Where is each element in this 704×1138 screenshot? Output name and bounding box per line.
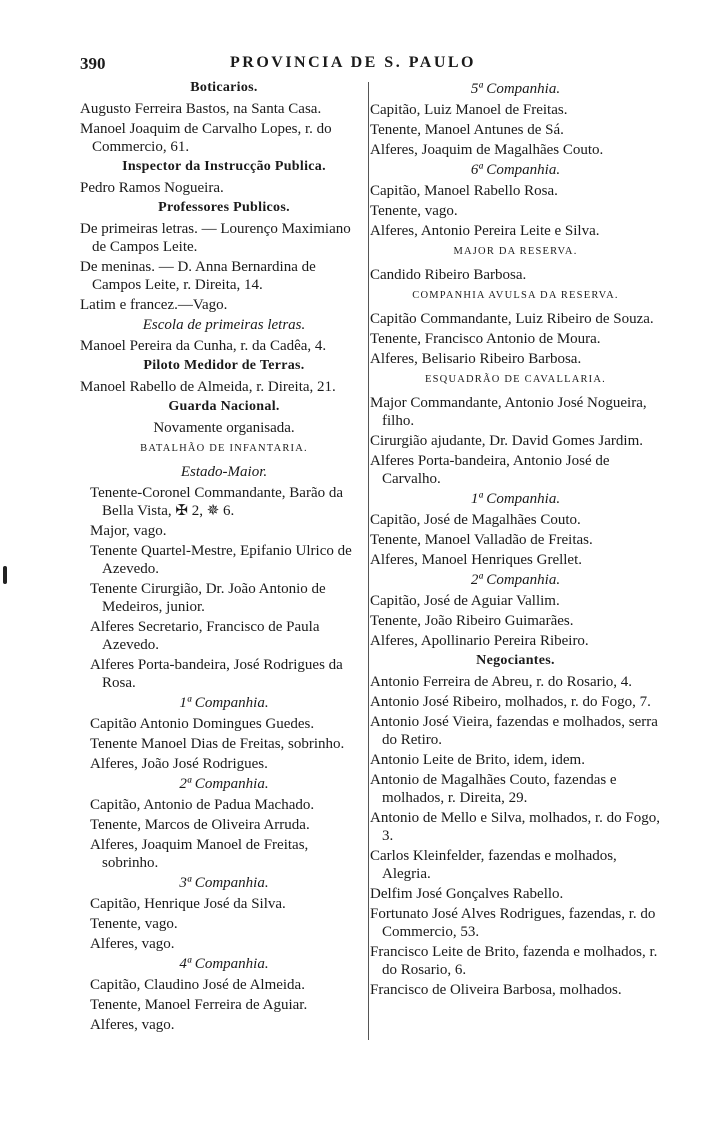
list-entry: Capitão Antonio Domingues Guedes.	[90, 716, 315, 732]
list-entry: Manoel Joaquim de Carvalho Lopes, r. do Commercio, 61.	[80, 121, 332, 155]
list-entry: Tenente, vago.	[370, 203, 458, 219]
list-entry: Antonio Leite de Brito, idem, idem.	[370, 752, 585, 768]
list-entry: Capitão Commandante, Luiz Ribeiro de Souza.	[370, 311, 654, 327]
list-entry: Alferes, Belisario Ribeiro Barbosa.	[370, 351, 582, 367]
list-entry: Alferes, Joaquim Manoel de Freitas, sobrinho.	[90, 837, 309, 871]
list-entry: Antonio de Magalhães Couto, fazendas e molhados, r. Direita, 29.	[370, 772, 617, 806]
subsection-heading: 1ª Companhia.	[179, 695, 269, 711]
list-entry: Tenente Cirurgião, Dr. João Antonio de Medeiros, junior.	[90, 581, 326, 615]
subsection-heading: 2ª Companhia.	[470, 572, 561, 588]
list-entry: Alferes, Antonio Pereira Leite e Silva.	[370, 223, 600, 239]
list-entry: Augusto Ferreira Bastos, na Santa Casa.	[80, 101, 322, 117]
section-heading: Piloto Medidor de Terras.	[143, 358, 305, 373]
subsection-heading: 5ª Companhia.	[470, 81, 561, 97]
list-entry: Antonio de Mello e Silva, molhados, r. do Fogo, 3.	[370, 810, 660, 844]
subsection-heading: 2ª Companhia.	[179, 776, 269, 792]
list-entry: Fortunato José Alves Rodrigues, fazendas, r. do Commercio, 53.	[370, 906, 656, 940]
margin-mark	[3, 566, 7, 584]
right-column	[370, 78, 661, 1001]
subsection-heading: 1ª Companhia.	[470, 491, 561, 507]
list-entry: Major, vago.	[90, 523, 167, 539]
list-entry: Alferes Secretario, Francisco de Paula Azevedo.	[90, 619, 320, 653]
page-number: 390	[80, 54, 106, 73]
subsection-heading: 3ª Companhia.	[179, 875, 269, 891]
list-entry: Antonio José Ribeiro, molhados, r. do Fogo, 7.	[370, 694, 651, 710]
caps-heading: BATALHÃO DE INFANTARIA.	[140, 443, 308, 454]
list-entry: Francisco de Oliveira Barbosa, molhados.	[370, 982, 622, 998]
list-entry: Alferes, vago.	[90, 1017, 175, 1033]
section-heading: Guarda Nacional.	[168, 399, 280, 414]
list-entry: Latim e francez.—Vago.	[80, 297, 228, 313]
list-entry: Alferes Porta-bandeira, Antonio José de Carvalho.	[370, 453, 610, 487]
subsection-heading: 6ª Companhia.	[470, 162, 561, 178]
list-entry: Capitão, José de Aguiar Vallim.	[370, 593, 560, 609]
list-entry: De primeiras letras. — Lourenço Maximiano de Campos Leite.	[80, 221, 351, 255]
section-heading: Boticarios.	[190, 80, 258, 95]
list-entry: Tenente, Marcos de Oliveira Arruda.	[90, 817, 310, 833]
section-heading: Professores Publicos.	[158, 200, 290, 215]
left-column	[80, 78, 368, 1036]
list-entry: Delfim José Gonçalves Rabello.	[370, 886, 564, 902]
list-entry: Tenente Manoel Dias de Freitas, sobrinho.	[90, 736, 345, 752]
section-heading: Inspector da Instrucção Publica.	[122, 159, 326, 174]
list-entry: Manoel Rabello de Almeida, r. Direita, 21.	[80, 379, 336, 395]
list-entry: Capitão, Luiz Manoel de Freitas.	[370, 102, 568, 118]
list-entry: Alferes, Joaquim de Magalhães Couto.	[370, 142, 604, 158]
running-title: PROVINCIA DE S. PAULO	[230, 54, 476, 71]
list-entry: Tenente, Manoel Ferreira de Aguiar.	[90, 997, 308, 1013]
list-entry: Francisco Leite de Brito, fazenda e molhados, r. do Rosario, 6.	[370, 944, 658, 978]
list-entry: Tenente, Francisco Antonio de Moura.	[370, 331, 601, 347]
list-entry: Tenente, Manoel Antunes de Sá.	[370, 122, 564, 138]
list-entry: De meninas. — D. Anna Bernardina de Campos Leite, r. Direita, 14.	[80, 259, 316, 293]
list-entry: Capitão, José de Magalhães Couto.	[370, 512, 581, 528]
caps-heading: COMPANHIA AVULSA DA RESERVA.	[412, 290, 619, 301]
list-entry: Tenente, Manoel Valladão de Freitas.	[370, 532, 593, 548]
list-entry: Carlos Kleinfelder, fazendas e molhados, Alegria.	[370, 848, 617, 882]
list-entry: Pedro Ramos Nogueira.	[80, 180, 224, 196]
list-entry: Alferes, Apollinario Pereira Ribeiro.	[370, 633, 589, 649]
list-entry: Alferes, Manoel Henriques Grellet.	[370, 552, 583, 568]
list-entry: Alferes Porta-bandeira, José Rodrigues da Rosa.	[90, 657, 343, 691]
list-entry: Antonio Ferreira de Abreu, r. do Rosario, 4.	[370, 674, 633, 690]
list-entry: Cirurgião ajudante, Dr. David Gomes Jardim.	[370, 433, 644, 449]
list-entry: Tenente, João Ribeiro Guimarães.	[370, 613, 574, 629]
subsection-heading: Estado-Maior.	[180, 464, 268, 480]
list-entry: Candido Ribeiro Barbosa.	[370, 267, 527, 283]
list-entry: Capitão, Manoel Rabello Rosa.	[370, 183, 558, 199]
caps-heading: MAJOR DA RESERVA.	[453, 246, 578, 257]
list-entry: Tenente, vago.	[90, 916, 178, 932]
list-entry: Major Commandante, Antonio José Nogueira, filho.	[370, 395, 647, 429]
list-entry: Tenente Quartel-Mestre, Epifanio Ulrico de Azevedo.	[90, 543, 352, 577]
list-entry: Capitão, Henrique José da Silva.	[90, 896, 286, 912]
list-entry: Capitão, Claudino José de Almeida.	[90, 977, 305, 993]
list-entry: Capitão, Antonio de Padua Machado.	[90, 797, 315, 813]
section-note: Novamente organisada.	[153, 420, 295, 436]
subsection-heading: 4ª Companhia.	[179, 956, 269, 972]
list-entry: Manoel Pereira da Cunha, r. da Cadêa, 4.	[80, 338, 327, 354]
list-entry: Tenente-Coronel Commandante, Barão da Bella Vista, ✠ 2, ✵ 6.	[90, 485, 344, 519]
list-entry: Antonio José Vieira, fazendas e molhados, serra do Retiro.	[370, 714, 658, 748]
page-header	[80, 52, 660, 78]
section-heading: Negociantes.	[476, 653, 555, 668]
subsection-heading: Escola de primeiras letras.	[142, 317, 306, 333]
column-divider	[368, 82, 369, 1040]
caps-heading: ESQUADRÃO DE CAVALLARIA.	[425, 374, 606, 385]
list-entry: Alferes, vago.	[90, 936, 175, 952]
list-entry: Alferes, João José Rodrigues.	[90, 756, 268, 772]
